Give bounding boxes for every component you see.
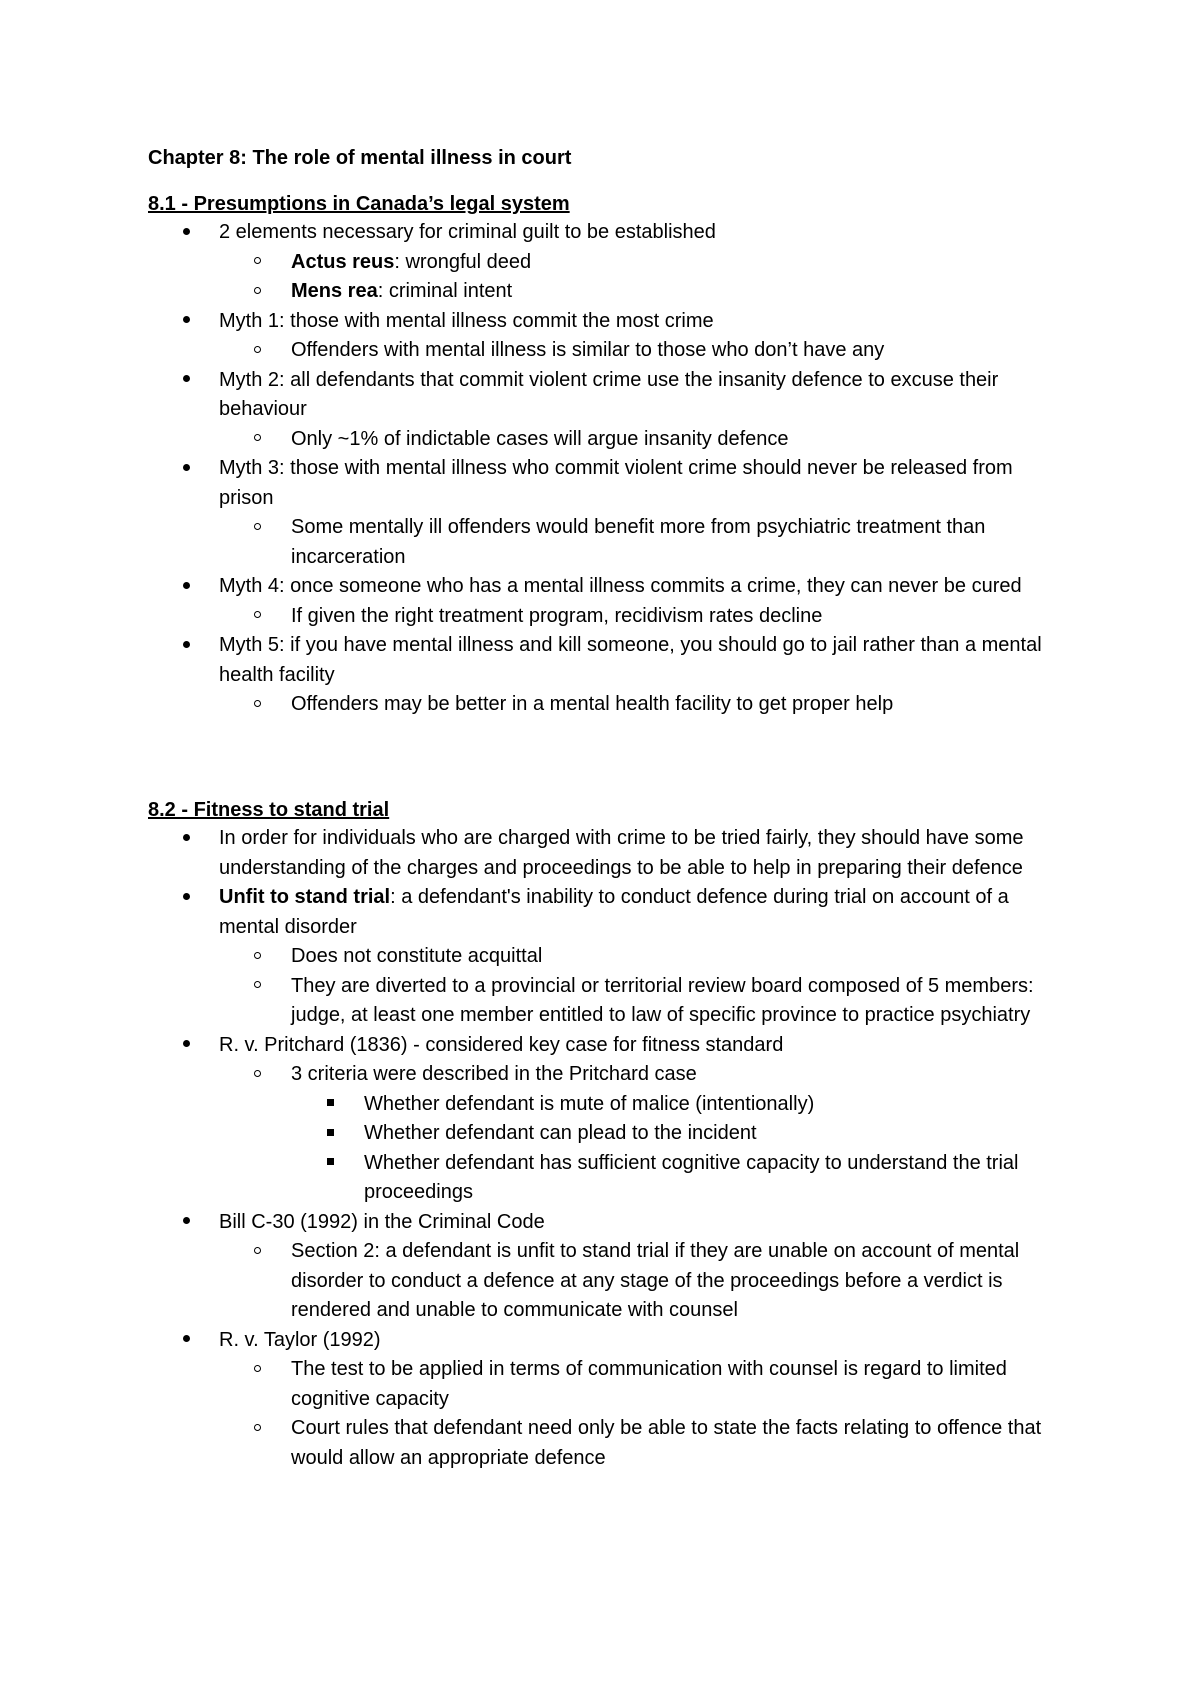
bullet-circle-icon — [254, 602, 261, 632]
list-item: Bill C-30 (1992) in the Criminal Code — [0, 1208, 1200, 1238]
list-item: R. v. Taylor (1992) — [0, 1326, 1200, 1356]
section-heading-8-2: 8.2 - Fitness to stand trial — [148, 799, 390, 821]
list-item: Whether defendant can plead to the incident — [0, 1119, 1200, 1149]
bullet-square-icon — [327, 1090, 334, 1120]
bullet-circle-icon — [254, 336, 261, 366]
bullet-dot-icon — [183, 824, 190, 854]
bullet-circle-icon — [254, 942, 261, 972]
list-item: Myth 2: all defendants that commit violent crime use the insanity defence to excuse their behaviour — [0, 366, 1200, 425]
list-item: Actus reus: wrongful deed — [0, 248, 1200, 278]
list-item: The test to be applied in terms of communication with counsel is regard to limited cognitive capacity — [0, 1355, 1200, 1414]
section-8-2-list — [0, 824, 1200, 1473]
bullet-dot-icon — [183, 307, 190, 337]
list-item: R. v. Pritchard (1836) - considered key case for fitness standard — [0, 1031, 1200, 1061]
bullet-circle-icon — [254, 1060, 261, 1090]
list-item: Unfit to stand trial: a defendant's inability to conduct defence during trial on account of a mental disorder — [0, 883, 1200, 942]
page-title: Chapter 8: The role of mental illness in court — [148, 147, 572, 169]
term-unfit-to-stand-trial: Unfit to stand trial — [219, 886, 391, 908]
list-item: Does not constitute acquittal — [0, 942, 1200, 972]
bullet-circle-icon — [254, 1414, 261, 1444]
bullet-dot-icon — [183, 631, 190, 661]
bullet-circle-icon — [254, 690, 261, 720]
bullet-dot-icon — [183, 1208, 190, 1238]
bullet-dot-icon — [183, 1326, 190, 1356]
section-heading-8-1: 8.1 - Presumptions in Canada’s legal system — [148, 193, 570, 215]
term-actus-reus: Actus reus — [291, 250, 395, 273]
bullet-square-icon — [327, 1119, 334, 1149]
list-item: 3 criteria were described in the Pritchard case — [0, 1060, 1200, 1090]
list-item: They are diverted to a provincial or territorial review board composed of 5 members: judge, at least one member entitled to law of specific province to practice psychiatry — [0, 972, 1200, 1031]
bullet-dot-icon — [183, 883, 190, 913]
bullet-square-icon — [327, 1149, 334, 1179]
bullet-circle-icon — [254, 1237, 261, 1267]
list-item: Some mentally ill offenders would benefit more from psychiatric treatment than incarceration — [0, 513, 1200, 572]
bullet-circle-icon — [254, 513, 261, 543]
list-item: Myth 3: those with mental illness who commit violent crime should never be released from prison — [0, 454, 1200, 513]
section-8-1-list — [0, 218, 1200, 720]
list-item: Court rules that defendant need only be able to state the facts relating to offence that would allow an appropriate defence — [0, 1414, 1200, 1473]
list-item: Section 2: a defendant is unfit to stand trial if they are unable on account of mental disorder to conduct a defence at any stage of the proceedings before a verdict is rendered and unable to communicate with counsel — [0, 1237, 1200, 1326]
list-item: If given the right treatment program, recidivism rates decline — [0, 602, 1200, 632]
term-mens-rea: Mens rea — [291, 280, 378, 302]
list-item: Whether defendant has sufficient cognitive capacity to understand the trial proceedings — [0, 1149, 1200, 1208]
list-item: Mens rea: criminal intent — [0, 277, 1200, 307]
bullet-circle-icon — [254, 425, 261, 455]
list-item: Only ~1% of indictable cases will argue insanity defence — [0, 425, 1200, 455]
list-item: 2 elements necessary for criminal guilt to be established — [0, 218, 1200, 248]
bullet-circle-icon — [254, 972, 261, 1002]
bullet-circle-icon — [254, 277, 261, 307]
list-item: Myth 5: if you have mental illness and kill someone, you should go to jail rather than a mental health facility — [0, 631, 1200, 690]
bullet-dot-icon — [183, 572, 190, 602]
list-item: Offenders may be better in a mental health facility to get proper help — [0, 690, 1200, 720]
bullet-circle-icon — [254, 1355, 261, 1385]
bullet-dot-icon — [183, 218, 190, 248]
list-item: Offenders with mental illness is similar to those who don’t have any — [0, 336, 1200, 366]
list-item: Myth 1: those with mental illness commit the most crime — [0, 307, 1200, 337]
list-item: Myth 4: once someone who has a mental illness commits a crime, they can never be cured — [0, 572, 1200, 602]
bullet-dot-icon — [183, 454, 190, 484]
list-item: In order for individuals who are charged with crime to be tried fairly, they should have some understanding of the charges and proceedings to be able to help in preparing their defence — [0, 824, 1200, 883]
bullet-circle-icon — [254, 248, 261, 278]
bullet-dot-icon — [183, 1031, 190, 1061]
list-item: Whether defendant is mute of malice (intentionally) — [0, 1090, 1200, 1120]
bullet-dot-icon — [183, 366, 190, 396]
